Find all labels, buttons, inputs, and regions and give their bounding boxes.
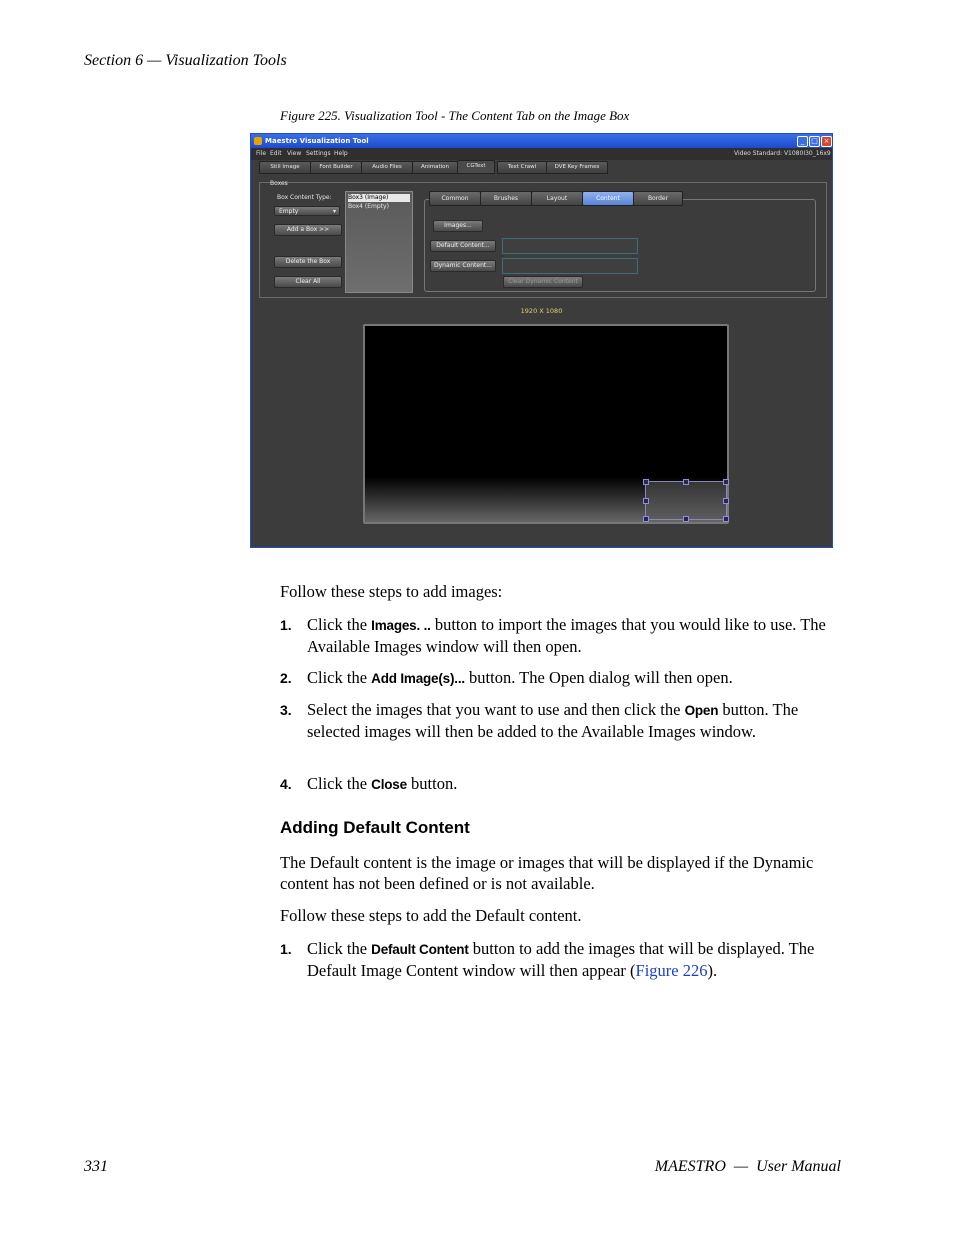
step-item	[280, 939, 840, 981]
clear-all-button[interactable]: Clear All	[274, 276, 342, 288]
paragraph: The Default content is the image or images that will be displayed if the Dynamic content has not been defined or is not available.	[280, 853, 814, 893]
step-item	[280, 700, 840, 742]
box-content-type-value: Empty	[279, 208, 299, 215]
subtab-common[interactable]: Common	[429, 191, 481, 206]
window-title: Maestro Visualization Tool	[265, 137, 369, 145]
images-button[interactable]: Images...	[433, 220, 483, 232]
step-text: Click the Default Content button to add the images that will be displayed. The Default Image Content window will then appear (Figure 226).	[307, 939, 815, 980]
menu-edit[interactable]: Edit	[270, 150, 282, 157]
window-titlebar	[251, 134, 832, 148]
boxes-label: Boxes	[270, 180, 288, 187]
ui-term: Open	[684, 703, 719, 718]
step-number: 2.	[280, 670, 292, 686]
resize-handle[interactable]	[643, 516, 649, 522]
subtab-content[interactable]: Content	[582, 191, 634, 206]
chevron-down-icon: ▾	[332, 208, 336, 215]
step-text: Click the Images. .. button to import the images that you would like to use. The Available Images window will then open.	[307, 615, 826, 656]
ui-term: Default Content	[371, 942, 469, 957]
step-text: Click the Close button.	[307, 774, 458, 793]
subtab-brushes[interactable]: Brushes	[480, 191, 532, 206]
resize-handle[interactable]	[683, 516, 689, 522]
menu-help[interactable]: Help	[334, 150, 348, 157]
maximize-icon[interactable]: □	[809, 136, 820, 147]
default-content-button[interactable]: Default Content...	[430, 240, 496, 252]
resize-handle[interactable]	[643, 498, 649, 504]
resolution-label: 1920 X 1080	[520, 307, 563, 315]
subtab-layout[interactable]: Layout	[531, 191, 583, 206]
page-number: 331	[84, 1158, 108, 1175]
step-number: 3.	[280, 702, 292, 718]
intro-paragraph: Follow these steps to add images:	[280, 582, 503, 601]
step-item	[280, 668, 840, 690]
app-icon	[254, 137, 262, 145]
default-content-field[interactable]	[502, 238, 638, 254]
step-number: 4.	[280, 776, 292, 792]
ui-term: Add Image(s)...	[371, 671, 465, 686]
box-content-type-select[interactable]	[274, 206, 340, 216]
add-box-button[interactable]: Add a Box >>	[274, 224, 342, 236]
tab-cgtext[interactable]: CGText	[457, 160, 495, 174]
menu-view[interactable]: View	[287, 150, 302, 157]
minimize-icon[interactable]: _	[797, 136, 808, 147]
menu-settings[interactable]: Settings	[306, 150, 331, 157]
close-icon[interactable]: ×	[821, 136, 832, 147]
tab-dve-key-frames[interactable]: DVE Key Frames	[546, 161, 608, 174]
resize-handle[interactable]	[683, 479, 689, 485]
step-item	[280, 615, 840, 657]
resize-handle[interactable]	[723, 516, 729, 522]
box-list[interactable]	[345, 191, 413, 293]
figure-226-link[interactable]: Figure 226	[635, 960, 708, 980]
resize-handle[interactable]	[723, 479, 729, 485]
clear-dynamic-content-button[interactable]: Clear Dynamic Content	[503, 276, 583, 288]
tab-font-builder[interactable]: Font Builder	[310, 161, 362, 174]
tab-animation[interactable]: Animation	[412, 161, 458, 174]
tab-still-image[interactable]: Still Image	[259, 161, 311, 174]
box-list-item-selected[interactable]: Box3 (Image)	[348, 194, 410, 202]
menu-file[interactable]: File	[256, 150, 267, 157]
selected-box-outline[interactable]	[645, 481, 727, 520]
tab-audio-files[interactable]: Audio Files	[361, 161, 413, 174]
step-number: 1.	[280, 941, 292, 957]
step-item	[280, 774, 840, 796]
figure-caption: Figure 225. Visualization Tool - The Content Tab on the Image Box	[280, 108, 630, 123]
tab-text-crawl[interactable]: Text Crawl	[497, 161, 547, 174]
dynamic-content-button[interactable]: Dynamic Content...	[430, 260, 496, 272]
ui-term: Close	[371, 777, 407, 792]
video-standard: Video Standard: V1080I30_16x9	[734, 150, 831, 157]
dynamic-content-field[interactable]	[502, 258, 638, 274]
ui-term: Images. ..	[371, 618, 431, 633]
step-text: Click the Add Image(s)... button. The Open dialog will then open.	[307, 668, 733, 687]
step-text: Select the images that you want to use and then click the Open button. The selected images will then be added to the Available Images window.	[307, 700, 799, 741]
footer-title: MAESTRO — User Manual	[654, 1158, 841, 1175]
box-content-type-label: Box Content Type:	[277, 194, 332, 201]
screenshot-window	[250, 133, 833, 548]
menubar	[251, 148, 832, 160]
resize-handle[interactable]	[643, 479, 649, 485]
subtab-border[interactable]: Border	[633, 191, 683, 206]
section-heading: Adding Default Content	[280, 818, 470, 837]
paragraph: Follow these steps to add the Default content.	[280, 906, 582, 925]
resize-handle[interactable]	[723, 498, 729, 504]
running-head: Section 6 — Visualization Tools	[84, 52, 287, 69]
delete-box-button[interactable]: Delete the Box	[274, 256, 342, 268]
box-list-item[interactable]: Box4 (Empty)	[348, 203, 389, 210]
step-number: 1.	[280, 617, 292, 633]
